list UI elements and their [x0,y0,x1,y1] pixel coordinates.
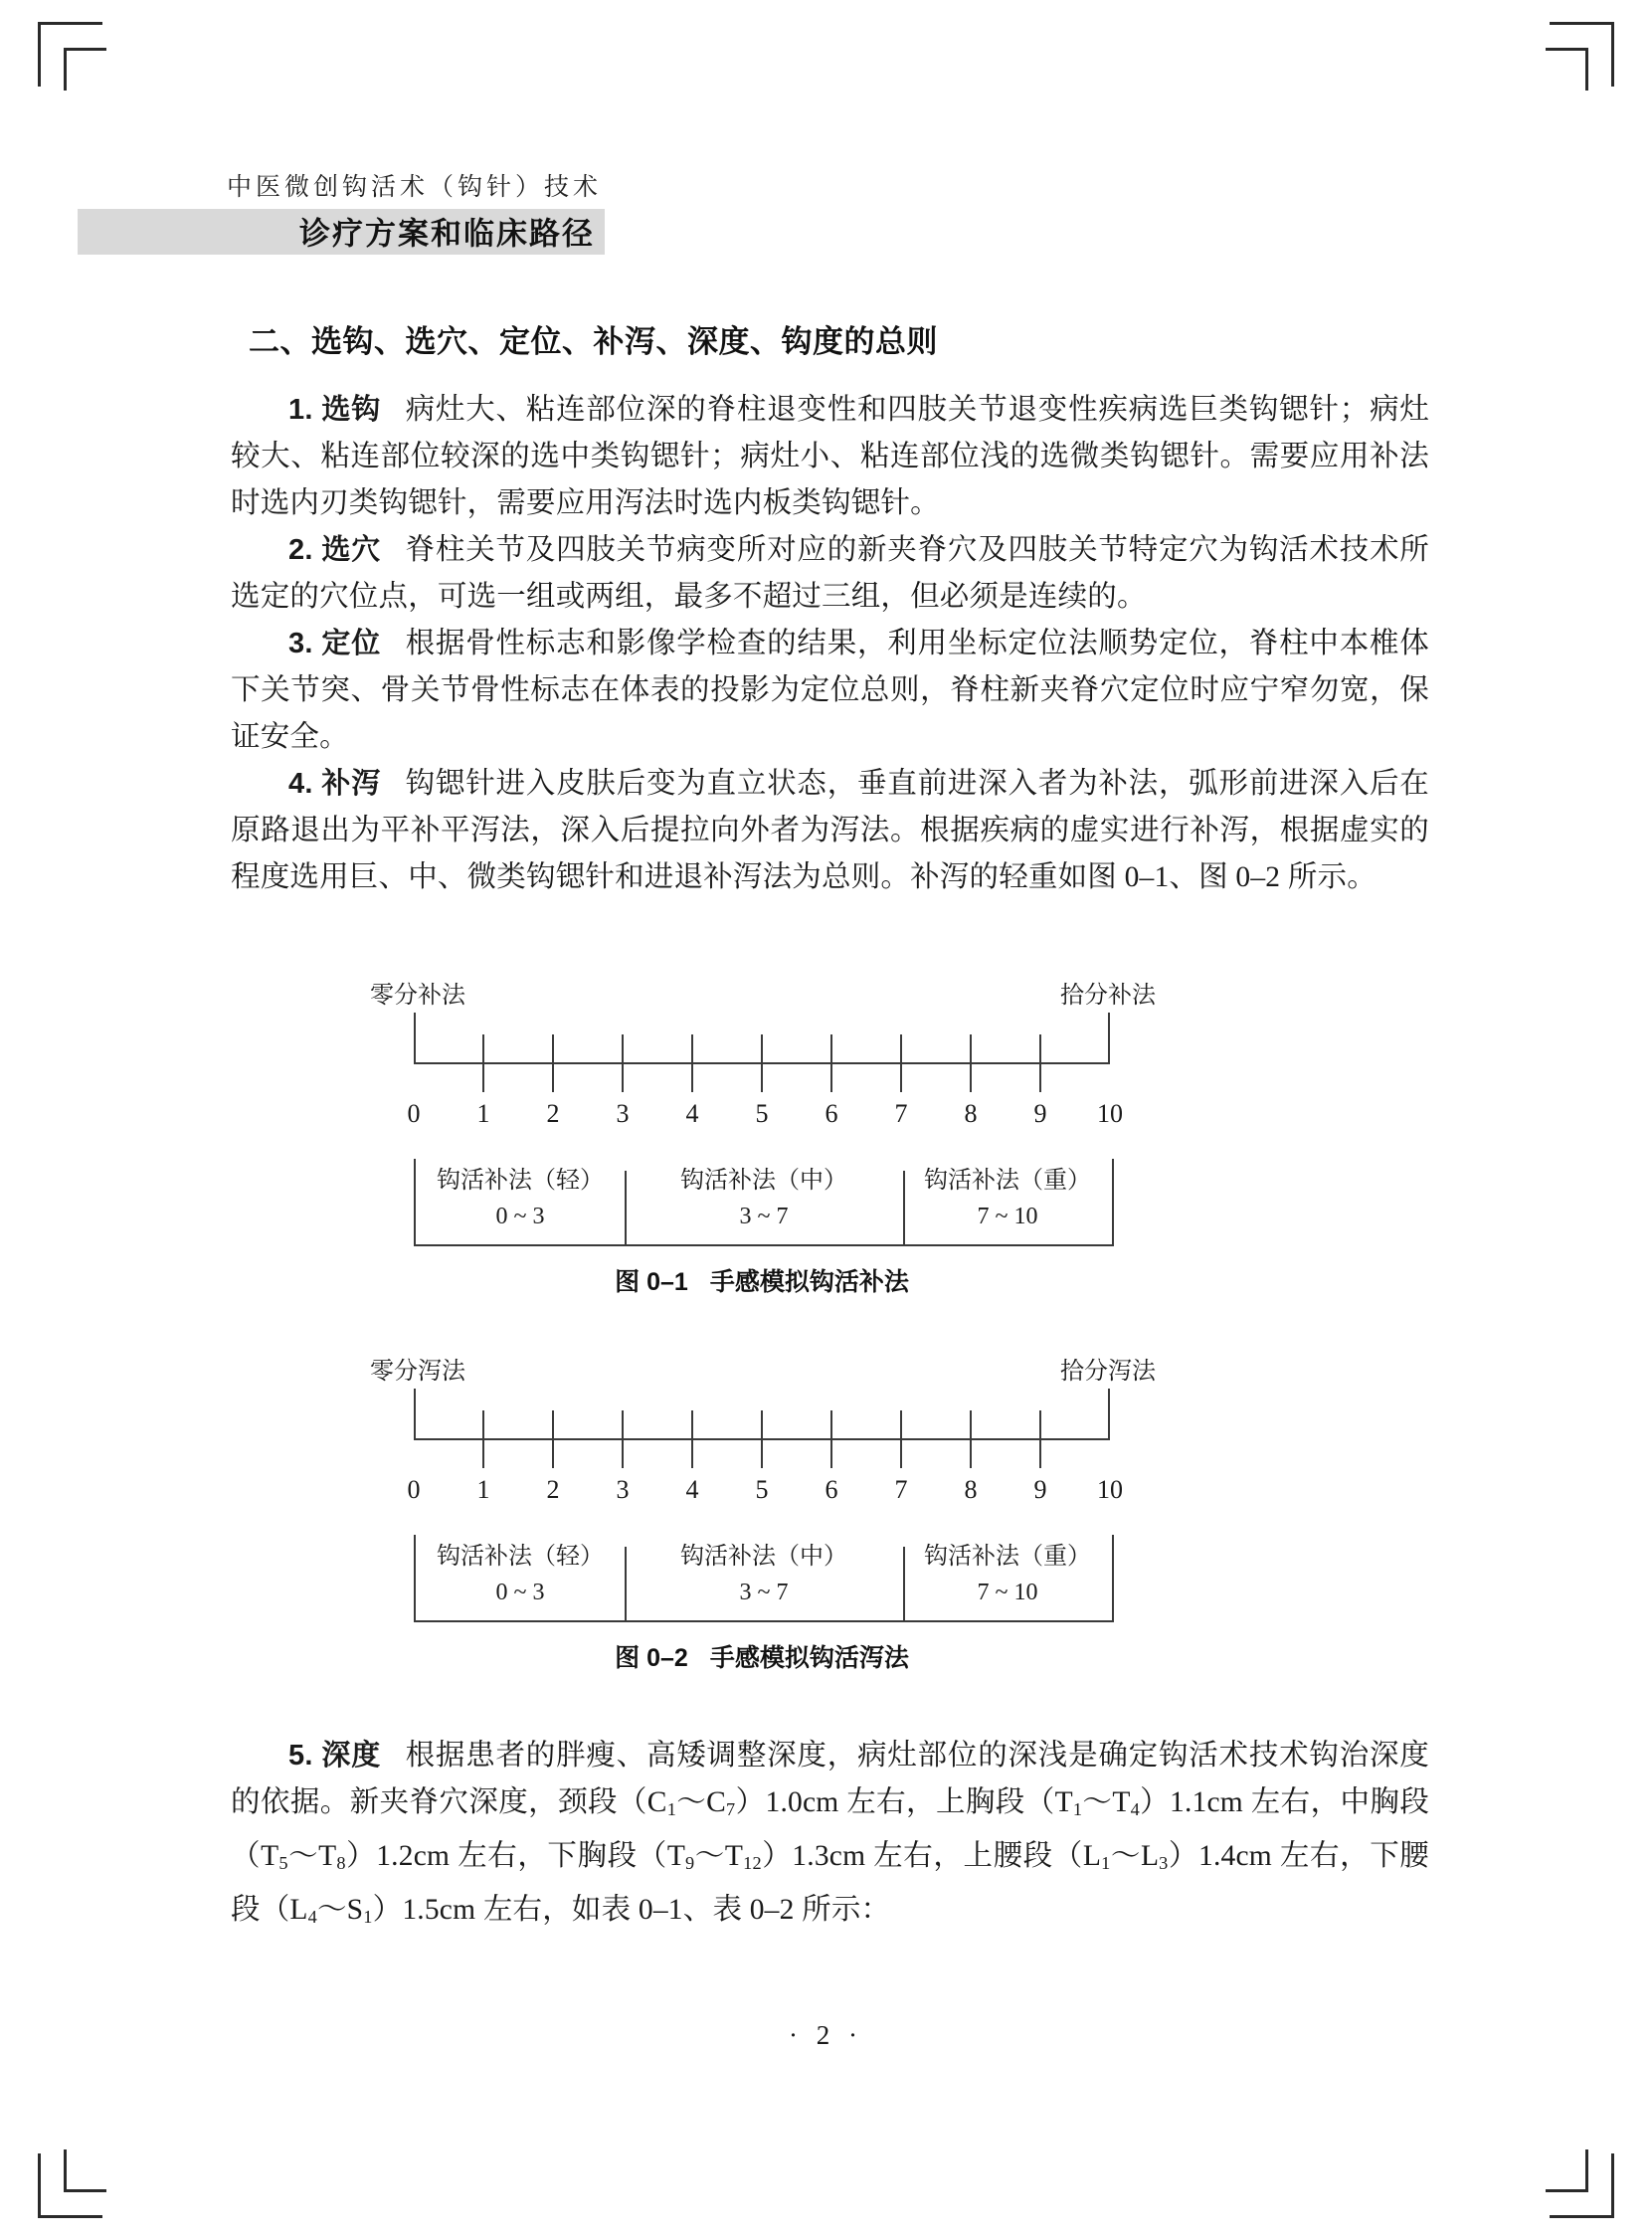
scale-number-3: 3 [616,1099,630,1128]
figure-0-2-tick-labels [407,1475,1123,1517]
scale-tick-6 [830,1410,832,1468]
scale-tick-3 [622,1034,624,1092]
band-cell-3 [903,1539,1112,1610]
scale-tick-5 [761,1410,763,1468]
scale-number-9: 9 [1033,1475,1047,1504]
scale-tick-3 [622,1410,624,1468]
scale-tick-9 [1039,1034,1041,1092]
figure-0-1-band-box [414,1159,1114,1246]
paragraph-shendu [231,1733,1429,1941]
figure-0-1-caption [378,1262,1146,1298]
scale-tick-4 [691,1410,693,1468]
running-head-subtitle: 诊疗方案和临床路径 [299,216,595,252]
scale-number-1: 1 [476,1099,490,1128]
depth-part-11: ）1.4cm 左右，下腰段（L [231,1840,1430,1927]
depth-sub-9: 1 [1101,1853,1111,1874]
scale-number-0: 0 [407,1475,421,1504]
scale-tick-7 [900,1410,902,1468]
figure-0-2-left-end-tick [414,1389,416,1440]
scale-tick-8 [970,1410,972,1468]
figure-0-2-right-end-tick [1108,1389,1110,1440]
scale-number-7: 7 [894,1099,908,1128]
depth-sub-12: 1 [363,1907,373,1928]
scale-tick-4 [691,1034,693,1092]
scale-tick-1 [482,1034,484,1092]
figure-0-1-left-end-tick [414,1013,416,1064]
paragraph-text-3: 根据骨性标志和影像学检查的结果，利用坐标定位法顺势定位，脊柱中本椎体下关节突、骨关节骨性标志在体表的投影为定位总则，脊柱新夹脊穴定位时应宁窄勿宽，保证安全。 [231,628,1429,753]
scale-number-4: 4 [685,1475,699,1504]
figure-0-1 [370,975,1156,1298]
figure-0-2-caption-text: 手感模拟钩活泻法 [709,1644,909,1672]
band-label-2: 钩活补法（中） [680,1168,847,1194]
scale-number-8: 8 [964,1099,978,1128]
scale-number-7: 7 [894,1475,908,1504]
body-text-lower [231,1733,1429,1941]
scale-number-1: 1 [476,1475,490,1504]
figure-0-2 [370,1351,1156,1674]
scale-tick-1 [482,1410,484,1468]
band-cell-1 [416,1163,625,1234]
scale-tick-8 [970,1034,972,1092]
scale-number-2: 2 [546,1475,560,1504]
band-range-3: 7 ~ 10 [977,1204,1038,1229]
scale-tick-6 [830,1034,832,1092]
paragraph-text-4: 钩锶针进入皮肤后变为直立状态，垂直前进深入者为补法，弧形前进深入后在原路退出为平补平泻法，深入后提拉向外者为泻法。根据疾病的虚实进行补泻，根据虚实的程度选用巨、中、微类钩锶针和进退补泻法为总则。补泻的轻重如图 0–1、图 0–2 所示。 [231,768,1429,893]
band-cell-1 [416,1539,625,1610]
depth-part-12: ～S [316,1894,364,1927]
figure-0-1-right-end-label: 拾分补法 [1060,983,1156,1009]
band-label-3: 钩活补法（重） [924,1168,1091,1194]
paragraph-text-1: 病灶大、粘连部位深的脊柱退变性和四肢关节退变性疾病选巨类钩锶针；病灶较大、粘连部位较深的选中类钩锶针；病灶小、粘连部位浅的选微类钩锶针。需要应用补法时选内刃类钩锶针，需要应用泻法时选内板类钩锶针。 [231,394,1429,519]
depth-part-4: ～T [1082,1786,1131,1818]
depth-sub-3: 1 [1072,1799,1083,1820]
depth-part-13: ）1.5cm 左右，如表 0–1、表 0–2 所示： [372,1894,891,1927]
band-range-3: 7 ~ 10 [977,1580,1038,1605]
paragraph-lead-2: 2. 选穴 [288,534,382,566]
figure-0-2-band-box [414,1535,1114,1622]
band-label-1: 钩活补法（轻） [437,1168,604,1194]
band-cell-2 [625,1163,903,1234]
running-head-band [78,209,605,255]
scale-number-9: 9 [1033,1099,1047,1128]
depth-part-8: ～T [694,1840,744,1873]
paragraph-lead-5: 5. 深度 [288,1740,382,1772]
band-cell-3 [903,1163,1112,1234]
depth-sub-11: 4 [307,1907,317,1928]
paragraph-lead-3: 3. 定位 [288,628,382,659]
scale-number-3: 3 [616,1475,630,1504]
scale-number-6: 6 [825,1099,838,1128]
running-head [0,167,1652,255]
scale-tick-2 [552,1034,554,1092]
scale-tick-5 [761,1034,763,1092]
section-heading: 二、选钩、选穴、定位、补泻、深度、钩度的总则 [249,324,938,359]
crop-mark-inner-top-left [64,48,106,91]
band-label-2: 钩活补法（中） [680,1544,847,1570]
band-label-1: 钩活补法（轻） [437,1544,604,1570]
figure-0-2-caption [378,1638,1146,1674]
depth-sub-10: 3 [1159,1853,1169,1874]
depth-sub-7: 9 [685,1853,695,1874]
depth-part-3: ）1.0cm 左右，上胸段（T [735,1786,1073,1818]
figure-0-2-scale [370,1351,1156,1475]
figure-0-1-right-end-tick [1108,1013,1110,1064]
depth-part-6: ～T [287,1840,337,1873]
figure-0-1-caption-text: 手感模拟钩活补法 [709,1268,909,1296]
figure-0-2-caption-number: 图 0–2 [615,1644,688,1672]
depth-sub-8: 12 [743,1853,762,1874]
depth-sub-6: 8 [336,1853,346,1874]
depth-sub-1: 1 [666,1799,677,1820]
figure-0-2-right-end-label: 拾分泻法 [1060,1359,1156,1385]
depth-part-9: ）1.3cm 左右，上腰段（L [761,1840,1102,1873]
page-number: · 2 · [789,2020,863,2050]
scale-number-4: 4 [685,1099,699,1128]
figure-0-2-left-end-label: 零分泻法 [370,1359,465,1385]
band-label-3: 钩活补法（重） [924,1544,1091,1570]
paragraph-lead-1: 1. 选钩 [288,394,382,426]
depth-sub-2: 7 [726,1799,736,1820]
scale-tick-9 [1039,1410,1041,1468]
paragraph-xuanxue [231,527,1429,621]
figure-0-1-tick-labels [407,1099,1123,1141]
scale-number-5: 5 [755,1475,769,1504]
depth-part-10: ～L [1110,1840,1160,1873]
scale-number-10: 10 [1097,1475,1123,1504]
figure-0-1-left-end-label: 零分补法 [370,983,465,1009]
paragraph-text-2: 脊柱关节及四肢关节病变所对应的新夹脊穴及四肢关节特定穴为钩活术技术所选定的穴位点，可选一组或两组，最多不超过三组，但必须是连续的。 [231,534,1429,613]
scale-tick-2 [552,1410,554,1468]
band-range-1: 0 ~ 3 [495,1580,545,1605]
band-range-1: 0 ~ 3 [495,1204,545,1229]
crop-mark-inner-bottom-right [1546,2149,1588,2192]
depth-sub-4: 4 [1130,1799,1140,1820]
running-head-book-title: 中医微创钩活术（钩针）技术 [227,174,603,201]
crop-mark-inner-top-right [1546,48,1588,91]
band-range-2: 3 ~ 7 [739,1580,789,1605]
scale-number-0: 0 [407,1099,421,1128]
depth-part-1: 根据患者的胖瘦、高矮调整深度，病灶部位的深浅是确定钩活术技术钩治深度的依据。新夹脊穴深度，颈段（C [231,1740,1429,1818]
paragraph-lead-4: 4. 补泻 [288,768,382,800]
depth-part-2: ～C [676,1786,727,1818]
figure-0-1-caption-number: 图 0–1 [615,1268,688,1296]
band-cell-2 [625,1539,903,1610]
depth-sub-5: 5 [278,1853,288,1874]
paragraph-xuangou [231,387,1429,527]
scale-number-6: 6 [825,1475,838,1504]
body-text-upper [231,316,1429,901]
scale-number-2: 2 [546,1099,560,1128]
scale-tick-7 [900,1034,902,1092]
scale-number-8: 8 [964,1475,978,1504]
band-range-2: 3 ~ 7 [739,1204,789,1229]
paragraph-buxie [231,761,1429,901]
scale-number-10: 10 [1097,1099,1123,1128]
scale-number-5: 5 [755,1099,769,1128]
depth-part-5: ）1.1cm 左右，中胸段（T [231,1786,1430,1873]
figure-0-1-scale [370,975,1156,1099]
paragraph-dingwei [231,621,1429,761]
crop-mark-inner-bottom-left [64,2149,106,2192]
depth-part-7: ）1.2cm 左右，下胸段（T [345,1840,686,1873]
